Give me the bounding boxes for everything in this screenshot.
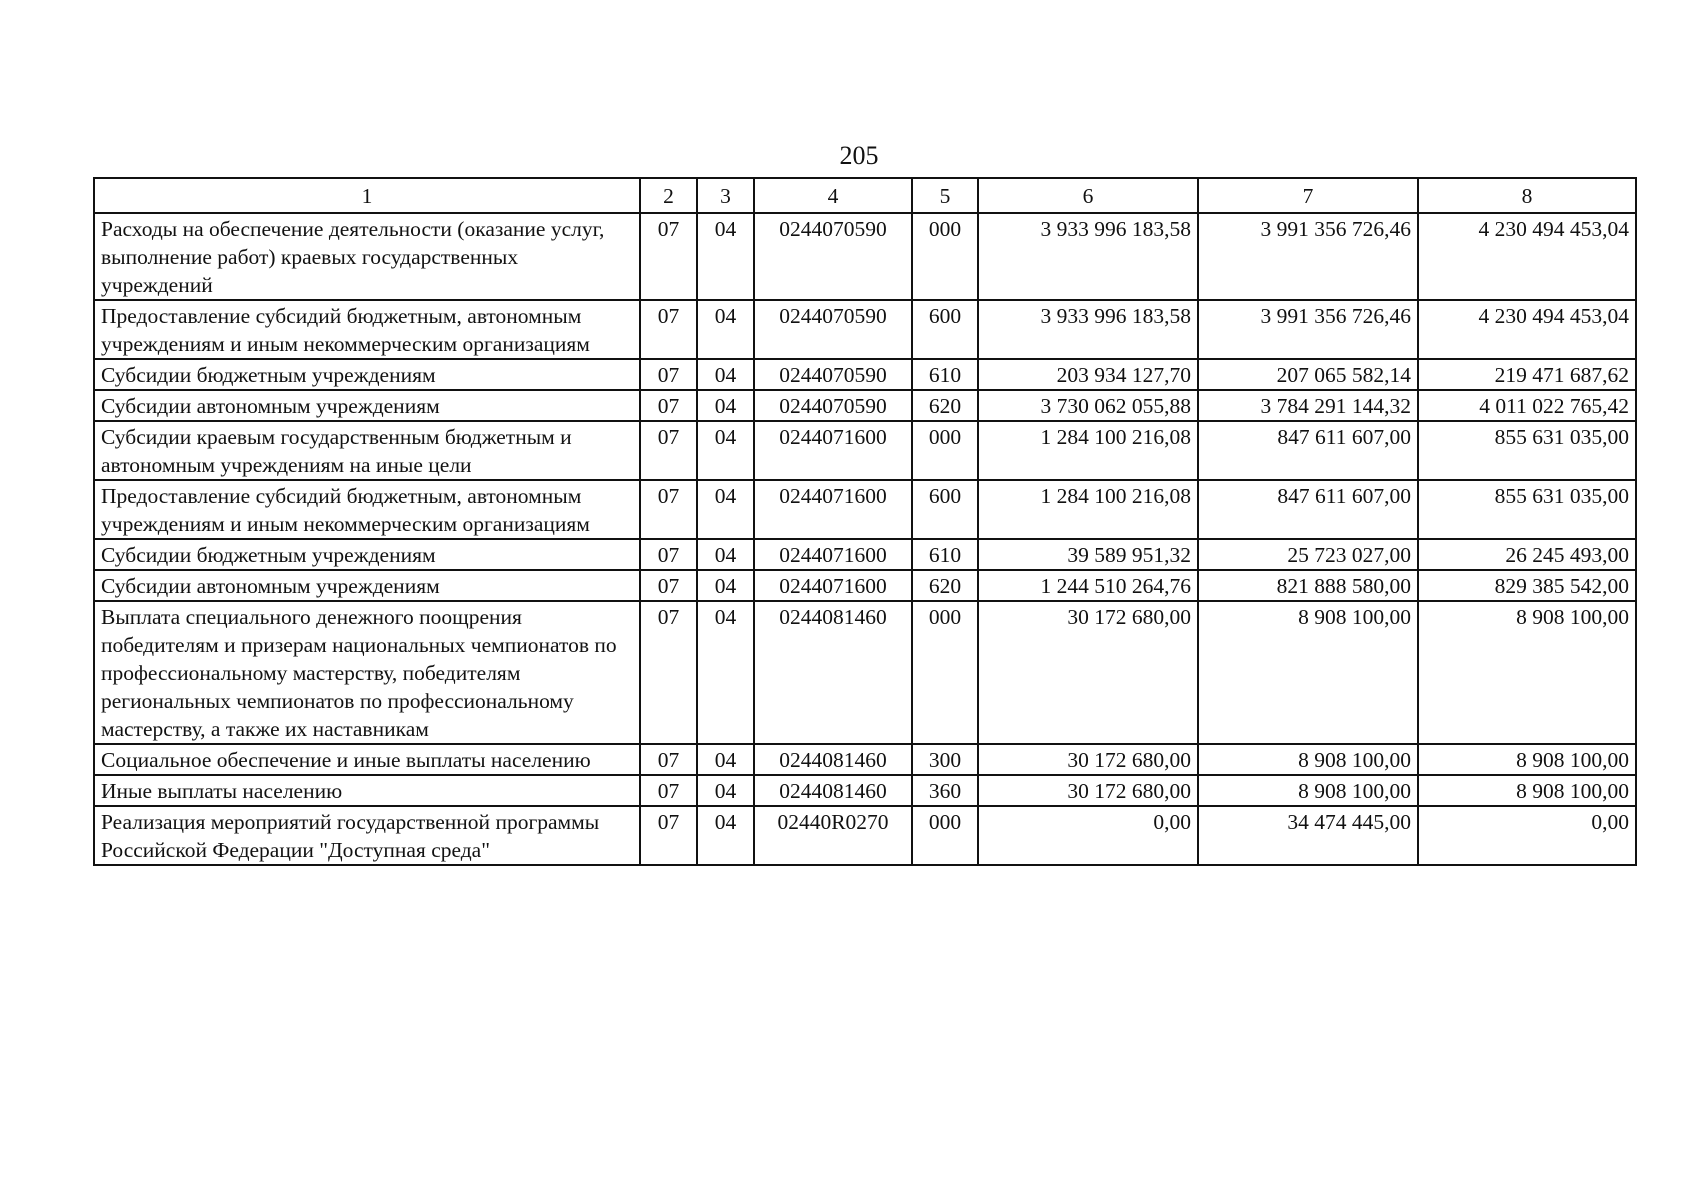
section-code: 07 <box>640 390 697 421</box>
amount-col-6: 30 172 680,00 <box>978 601 1198 744</box>
subsection-code: 04 <box>697 744 754 775</box>
section-code: 07 <box>640 421 697 480</box>
table-row <box>94 539 1636 570</box>
amount-col-6: 1 284 100 216,08 <box>978 421 1198 480</box>
subsection-code: 04 <box>697 390 754 421</box>
table-row <box>94 806 1636 865</box>
row-name: Расходы на обеспечение деятельности (оказание услуг, выполнение работ) краевых государственных учреждений <box>94 213 640 300</box>
subsection-code: 04 <box>697 539 754 570</box>
amount-col-8: 829 385 542,00 <box>1418 570 1636 601</box>
expense-type-code: 610 <box>912 539 978 570</box>
amount-col-7: 3 991 356 726,46 <box>1198 213 1418 300</box>
row-name: Иные выплаты населению <box>94 775 640 806</box>
amount-col-8: 219 471 687,62 <box>1418 359 1636 390</box>
amount-col-6: 30 172 680,00 <box>978 775 1198 806</box>
amount-col-6: 3 933 996 183,58 <box>978 213 1198 300</box>
row-name: Социальное обеспечение и иные выплаты населению <box>94 744 640 775</box>
target-article-code: 0244070590 <box>754 390 912 421</box>
amount-col-8: 4 230 494 453,04 <box>1418 300 1636 359</box>
amount-col-6: 1 284 100 216,08 <box>978 480 1198 539</box>
target-article-code: 0244081460 <box>754 775 912 806</box>
amount-col-7: 3 784 291 144,32 <box>1198 390 1418 421</box>
amount-col-8: 26 245 493,00 <box>1418 539 1636 570</box>
table-row <box>94 421 1636 480</box>
amount-col-7: 847 611 607,00 <box>1198 421 1418 480</box>
header-cell: 1 <box>94 178 640 213</box>
target-article-code: 0244071600 <box>754 480 912 539</box>
section-code: 07 <box>640 359 697 390</box>
target-article-code: 0244070590 <box>754 300 912 359</box>
section-code: 07 <box>640 744 697 775</box>
expense-type-code: 620 <box>912 570 978 601</box>
amount-col-6: 0,00 <box>978 806 1198 865</box>
table-row <box>94 570 1636 601</box>
amount-col-8: 855 631 035,00 <box>1418 421 1636 480</box>
section-code: 07 <box>640 570 697 601</box>
amount-col-6: 30 172 680,00 <box>978 744 1198 775</box>
table-row <box>94 775 1636 806</box>
subsection-code: 04 <box>697 806 754 865</box>
table-row <box>94 390 1636 421</box>
amount-col-7: 34 474 445,00 <box>1198 806 1418 865</box>
table-row <box>94 480 1636 539</box>
amount-col-6: 3 730 062 055,88 <box>978 390 1198 421</box>
row-name: Субсидии автономным учреждениям <box>94 390 640 421</box>
section-code: 07 <box>640 601 697 744</box>
section-code: 07 <box>640 213 697 300</box>
row-name: Субсидии автономным учреждениям <box>94 570 640 601</box>
subsection-code: 04 <box>697 775 754 806</box>
amount-col-8: 8 908 100,00 <box>1418 775 1636 806</box>
expense-type-code: 600 <box>912 480 978 539</box>
amount-col-7: 847 611 607,00 <box>1198 480 1418 539</box>
amount-col-7: 8 908 100,00 <box>1198 775 1418 806</box>
page-number: 205 <box>839 141 879 170</box>
subsection-code: 04 <box>697 601 754 744</box>
amount-col-7: 8 908 100,00 <box>1198 744 1418 775</box>
target-article-code: 0244071600 <box>754 570 912 601</box>
target-article-code: 0244081460 <box>754 601 912 744</box>
expense-type-code: 600 <box>912 300 978 359</box>
table-row <box>94 601 1636 744</box>
row-name: Реализация мероприятий государственной программы Российской Федерации "Доступная среда" <box>94 806 640 865</box>
subsection-code: 04 <box>697 359 754 390</box>
subsection-code: 04 <box>697 213 754 300</box>
header-cell: 6 <box>978 178 1198 213</box>
expense-type-code: 360 <box>912 775 978 806</box>
expense-type-code: 620 <box>912 390 978 421</box>
subsection-code: 04 <box>697 570 754 601</box>
row-name: Субсидии краевым государственным бюджетным и автономным учреждениям на иные цели <box>94 421 640 480</box>
row-name: Субсидии бюджетным учреждениям <box>94 359 640 390</box>
row-name: Выплата специального денежного поощрения победителям и призерам национальных чемпионатов по профессиональному мастерству, победителям региональных чемпионатов по профессиональному мастерству, а также их наставникам <box>94 601 640 744</box>
table-row <box>94 300 1636 359</box>
expense-type-code: 000 <box>912 421 978 480</box>
amount-col-6: 203 934 127,70 <box>978 359 1198 390</box>
header-row <box>94 178 1636 213</box>
table-row <box>94 213 1636 300</box>
target-article-code: 0244081460 <box>754 744 912 775</box>
header-cell: 5 <box>912 178 978 213</box>
amount-col-6: 1 244 510 264,76 <box>978 570 1198 601</box>
target-article-code: 0244071600 <box>754 421 912 480</box>
expense-type-code: 000 <box>912 601 978 744</box>
amount-col-8: 4 230 494 453,04 <box>1418 213 1636 300</box>
header-cell: 7 <box>1198 178 1418 213</box>
header-cell: 2 <box>640 178 697 213</box>
amount-col-8: 855 631 035,00 <box>1418 480 1636 539</box>
section-code: 07 <box>640 300 697 359</box>
expense-type-code: 300 <box>912 744 978 775</box>
expense-type-code: 610 <box>912 359 978 390</box>
amount-col-8: 4 011 022 765,42 <box>1418 390 1636 421</box>
header-cell: 8 <box>1418 178 1636 213</box>
amount-col-8: 0,00 <box>1418 806 1636 865</box>
budget-table <box>93 177 1637 866</box>
table-row <box>94 359 1636 390</box>
amount-col-6: 3 933 996 183,58 <box>978 300 1198 359</box>
target-article-code: 0244070590 <box>754 213 912 300</box>
section-code: 07 <box>640 480 697 539</box>
amount-col-6: 39 589 951,32 <box>978 539 1198 570</box>
section-code: 07 <box>640 539 697 570</box>
row-name: Субсидии бюджетным учреждениям <box>94 539 640 570</box>
header-cell: 4 <box>754 178 912 213</box>
expense-type-code: 000 <box>912 213 978 300</box>
amount-col-7: 207 065 582,14 <box>1198 359 1418 390</box>
target-article-code: 02440R0270 <box>754 806 912 865</box>
amount-col-7: 821 888 580,00 <box>1198 570 1418 601</box>
target-article-code: 0244070590 <box>754 359 912 390</box>
section-code: 07 <box>640 806 697 865</box>
amount-col-8: 8 908 100,00 <box>1418 601 1636 744</box>
amount-col-7: 3 991 356 726,46 <box>1198 300 1418 359</box>
row-name: Предоставление субсидий бюджетным, автономным учреждениям и иным некоммерческим организациям <box>94 300 640 359</box>
amount-col-7: 8 908 100,00 <box>1198 601 1418 744</box>
section-code: 07 <box>640 775 697 806</box>
amount-col-7: 25 723 027,00 <box>1198 539 1418 570</box>
subsection-code: 04 <box>697 480 754 539</box>
header-cell: 3 <box>697 178 754 213</box>
row-name: Предоставление субсидий бюджетным, автономным учреждениям и иным некоммерческим организациям <box>94 480 640 539</box>
table-row <box>94 744 1636 775</box>
amount-col-8: 8 908 100,00 <box>1418 744 1636 775</box>
subsection-code: 04 <box>697 300 754 359</box>
target-article-code: 0244071600 <box>754 539 912 570</box>
expense-type-code: 000 <box>912 806 978 865</box>
subsection-code: 04 <box>697 421 754 480</box>
